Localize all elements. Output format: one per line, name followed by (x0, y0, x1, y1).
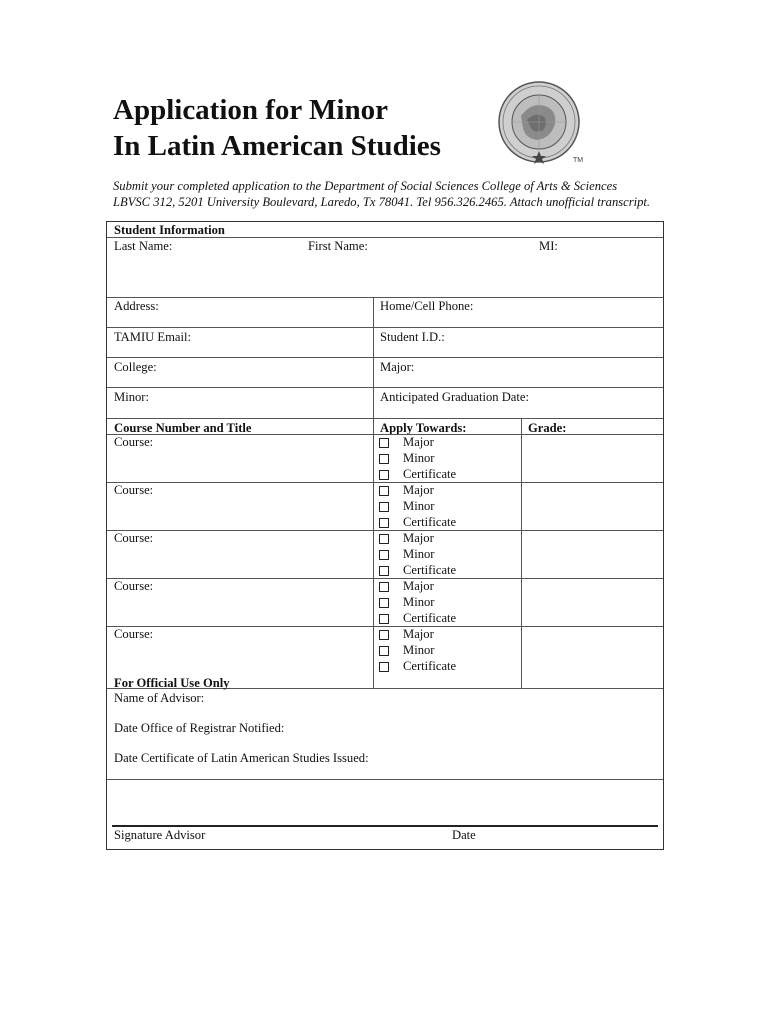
option-label-minor: Minor (403, 643, 435, 657)
divider (107, 434, 663, 435)
option-label-major: Major (403, 627, 434, 641)
grade-heading: Grade: (528, 421, 567, 435)
course-column-heading: Course Number and Title (114, 421, 252, 435)
checkbox-certificate[interactable] (379, 614, 389, 624)
checkbox-certificate[interactable] (379, 470, 389, 480)
option-label-major: Major (403, 531, 434, 545)
university-seal-icon (497, 80, 587, 170)
title-line-1: Application for Minor (113, 94, 388, 126)
title-line-2: In Latin American Studies (113, 130, 441, 162)
column-divider (521, 418, 522, 688)
signature-line (112, 825, 658, 827)
divider (107, 482, 663, 483)
option-label-certificate: Certificate (403, 467, 457, 481)
option-label-minor: Minor (403, 499, 435, 513)
instructions-line-1: Submit your completed application to the Department of Social Sciences College of Arts & Sciences (113, 179, 618, 193)
email-field[interactable]: TAMIU Email: (114, 330, 191, 344)
course-field[interactable]: Course: (114, 483, 154, 497)
student-info-heading: Student Information (114, 223, 225, 237)
divider (107, 626, 663, 627)
checkbox-major[interactable] (379, 438, 389, 448)
seal-trademark: TM (573, 157, 584, 164)
checkbox-major[interactable] (379, 534, 389, 544)
divider (107, 387, 663, 388)
option-label-major: Major (403, 483, 434, 497)
divider (107, 327, 663, 328)
divider (107, 418, 663, 419)
phone-field[interactable]: Home/Cell Phone: (380, 299, 474, 313)
signature-date-field[interactable]: Date (452, 828, 476, 842)
minor-field[interactable]: Minor: (114, 390, 149, 404)
major-field[interactable]: Major: (380, 360, 415, 374)
instructions-line-2: LBVSC 312, 5201 University Boulevard, Laredo, Tx 78041. Tel 956.326.2465. Attach unofficial transcript. (113, 195, 651, 209)
checkbox-minor[interactable] (379, 454, 389, 464)
checkbox-minor[interactable] (379, 502, 389, 512)
checkbox-major[interactable] (379, 630, 389, 640)
divider (107, 530, 663, 531)
mi-field[interactable]: MI: (539, 239, 558, 253)
last-name-field[interactable]: Last Name: (114, 239, 173, 253)
advisor-signature-field[interactable]: Signature Advisor (114, 828, 206, 842)
option-label-major: Major (403, 435, 434, 449)
checkbox-minor[interactable] (379, 646, 389, 656)
option-label-certificate: Certificate (403, 515, 457, 529)
divider (107, 297, 663, 298)
checkbox-major[interactable] (379, 582, 389, 592)
checkbox-certificate[interactable] (379, 518, 389, 528)
checkbox-certificate[interactable] (379, 662, 389, 672)
option-label-minor: Minor (403, 547, 435, 561)
official-use-heading: For Official Use Only (114, 676, 230, 690)
divider (107, 357, 663, 358)
address-field[interactable]: Address: (114, 299, 159, 313)
apply-towards-heading: Apply Towards: (380, 421, 467, 435)
application-form (106, 221, 664, 850)
instructions (113, 178, 673, 210)
graduation-date-field[interactable]: Anticipated Graduation Date: (380, 390, 529, 404)
option-label-minor: Minor (403, 451, 435, 465)
checkbox-minor[interactable] (379, 550, 389, 560)
checkbox-certificate[interactable] (379, 566, 389, 576)
divider (107, 237, 663, 238)
option-label-certificate: Certificate (403, 563, 457, 577)
course-field[interactable]: Course: (114, 627, 154, 641)
checkbox-minor[interactable] (379, 598, 389, 608)
divider (107, 779, 663, 780)
divider (107, 578, 663, 579)
option-label-certificate: Certificate (403, 659, 457, 673)
certificate-date-field[interactable]: Date Certificate of Latin American Studies Issued: (114, 751, 369, 765)
first-name-field[interactable]: First Name: (308, 239, 368, 253)
advisor-name-field[interactable]: Name of Advisor: (114, 691, 205, 705)
option-label-major: Major (403, 579, 434, 593)
course-field[interactable]: Course: (114, 579, 154, 593)
registrar-date-field[interactable]: Date Office of Registrar Notified: (114, 721, 285, 735)
checkbox-major[interactable] (379, 486, 389, 496)
college-field[interactable]: College: (114, 360, 157, 374)
course-field[interactable]: Course: (114, 531, 154, 545)
student-id-field[interactable]: Student I.D.: (380, 330, 445, 344)
option-label-minor: Minor (403, 595, 435, 609)
course-field[interactable]: Course: (114, 435, 154, 449)
form-title (113, 92, 513, 164)
column-divider (373, 418, 374, 688)
option-label-certificate: Certificate (403, 611, 457, 625)
column-divider (373, 297, 374, 418)
